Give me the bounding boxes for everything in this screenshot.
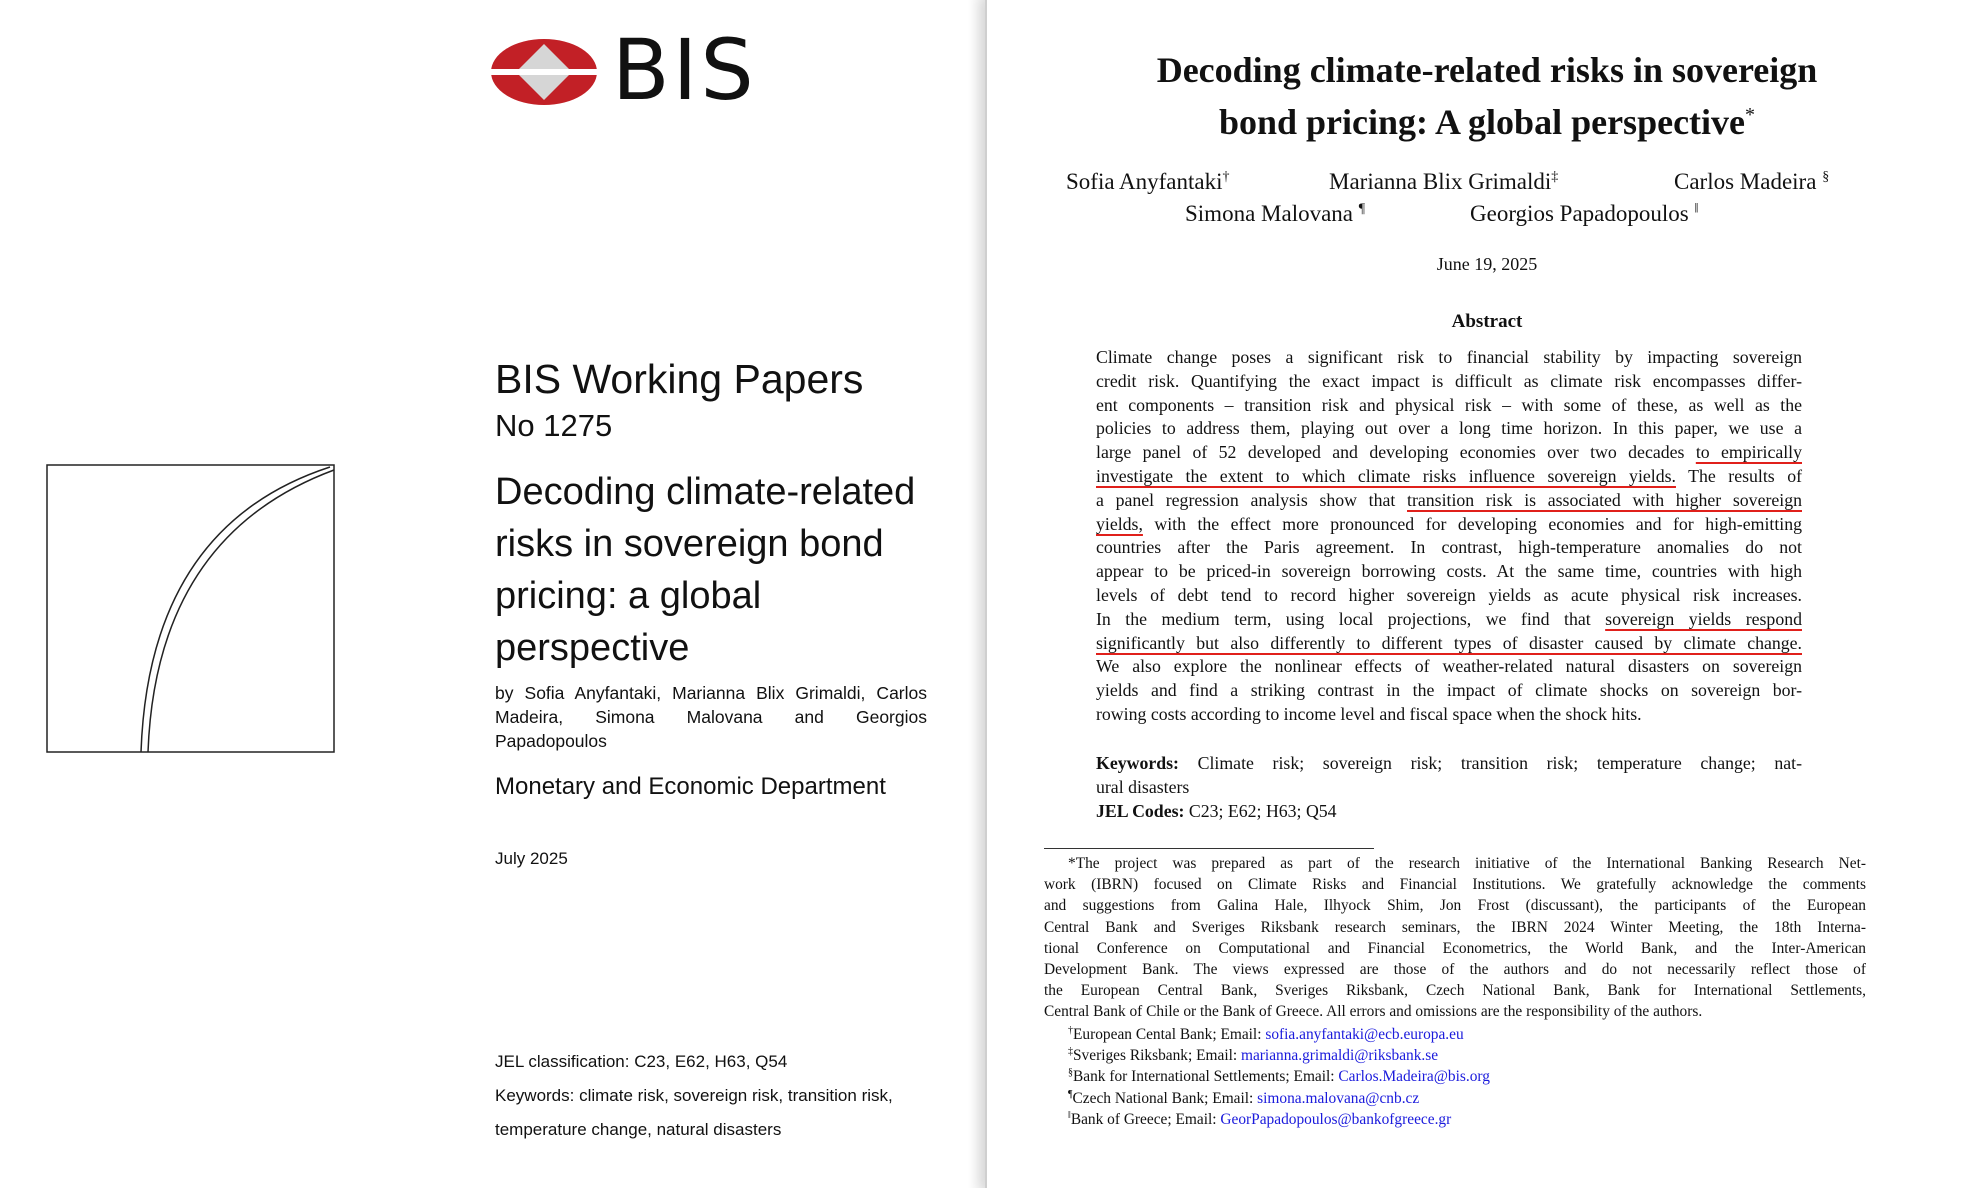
- affiliation-line: ¶Czech National Bank; Email: simona.malovana@cnb.cz: [1068, 1088, 1420, 1107]
- abstract-line: large panel of 52 developed and developing economies over two decades to empirically: [1096, 442, 1802, 463]
- abstract-line: yields, with the effect more pronounced for developing economies and for high-emitting: [1096, 513, 1802, 534]
- author-mark: ‖: [1694, 201, 1699, 217]
- cover-byline: by Sofia Anyfantaki, Marianna Blix Grimaldi, Carlos Madeira, Simona Malovana and Georgios Papadopoulos: [495, 683, 927, 751]
- paper-title: [987, 48, 1986, 145]
- author-name: Carlos Madeira: [1674, 169, 1823, 194]
- footnote-line: Development Bank. The views expressed are those of the authors and do not necessarily reflect those of: [1044, 961, 1866, 979]
- highlighted-text: sovereign yields respond: [1605, 608, 1802, 629]
- cover-title: Decoding climate-related risks in sovereign bond pricing: a global perspective: [495, 471, 916, 669]
- footnote-line: and suggestions from Galina Hale, Ilhyock Shim, Jon Frost (discussant), the participants of the European: [1044, 897, 1866, 915]
- affiliation-line: ‡Sveriges Riksbank; Email: marianna.grimaldi@riksbank.se: [1068, 1046, 1439, 1065]
- abstract-line: appear to be priced-in sovereign borrowing costs. At the same time, countries with high: [1096, 561, 1802, 582]
- paper-page: [985, 0, 1986, 1188]
- jel-codes-line: JEL Codes: C23; E62; H63; Q54: [1096, 801, 1337, 821]
- footnote-line: tional Conference on Computational and Financial Econometrics, the World Bank, and the Inter-American: [1044, 939, 1866, 957]
- abstract-line: yields and find a striking contrast in the impact of climate shocks on sovereign bor-: [1096, 680, 1802, 701]
- author: [1185, 201, 1365, 227]
- author-name: Sofia Anyfantaki: [1066, 169, 1223, 194]
- email-link[interactable]: GeorPapadopoulos@bankofgreece.gr: [1220, 1110, 1452, 1128]
- paper-title-text: bond pricing: A global perspective: [1218, 102, 1746, 142]
- series-name: BIS Working Papers: [495, 356, 864, 402]
- author-name: Simona Malovana: [1185, 201, 1359, 226]
- affiliation-line: †European Cental Bank; Email: sofia.anyfantaki@ecb.europa.eu: [1068, 1025, 1464, 1044]
- keywords-block: [1096, 751, 1802, 823]
- author-mark: §: [1822, 169, 1830, 185]
- highlighted-text: significantly but also differently to different types of disaster caused by climate change.: [1096, 632, 1802, 653]
- abstract-line: rowing costs according to income level and fiscal space when the shock hits.: [1096, 703, 1642, 724]
- author-name: Marianna Blix Grimaldi: [1329, 169, 1552, 194]
- abstract-line: investigate the extent to which climate risks influence sovereign yields. The results of: [1096, 465, 1803, 486]
- paper-title-line: [987, 93, 1986, 145]
- abstract-heading: Abstract: [1451, 311, 1523, 332]
- footnote-line: work (IBRN) focused on Climate Risks and Financial Institutions. We gratefully acknowledge the comments: [1044, 876, 1866, 894]
- author-affiliations: [1068, 1020, 1490, 1126]
- cover-jel-classification: JEL classification: C23, E62, H63, Q54: [495, 1052, 788, 1071]
- highlighted-text: investigate the extent to which climate risks influence sovereign yields.: [1096, 465, 1676, 486]
- abstract-line: credit risk. Quantifying the exact impact is difficult as climate risk encompasses differ-: [1096, 370, 1802, 391]
- email-link[interactable]: sofia.anyfantaki@ecb.europa.eu: [1265, 1026, 1464, 1044]
- jel-label: JEL Codes:: [1096, 801, 1185, 821]
- author: [1470, 201, 1698, 227]
- paper-number: No 1275: [495, 408, 613, 443]
- footnote-rule: [1044, 848, 1374, 849]
- email-link[interactable]: simona.malovana@cnb.cz: [1257, 1089, 1420, 1107]
- cover-keywords-line: Keywords: climate risk, sovereign risk, transition risk,: [495, 1086, 893, 1105]
- paper-title-line: Decoding climate-related risks in sovereign: [1156, 50, 1818, 90]
- bis-logo: [490, 21, 757, 119]
- department: Monetary and Economic Department: [495, 773, 886, 800]
- author-mark: ‡: [1551, 169, 1559, 185]
- cover-page: [0, 0, 985, 1188]
- abstract-line: levels of debt tend to record higher sovereign yields as acute physical risk increases.: [1096, 584, 1802, 605]
- footnote-line: Central Bank of Chile or the Bank of Greece. All errors and omissions are the responsibility of the authors.: [1044, 1003, 1703, 1021]
- email-link[interactable]: Carlos.Madeira@bis.org: [1338, 1068, 1490, 1086]
- abstract-line: Climate change poses a significant risk to financial stability by impacting sovereign: [1096, 347, 1802, 367]
- cover-arc-graphic: [46, 464, 336, 754]
- footnote-line: *The project was prepared as part of the research initiative of the International Banking Research Net-: [1068, 855, 1866, 872]
- footnote-line: Central Bank and Sveriges Riksbank research seminars, the IBRN 2024 Winter Meeting, the 18th Interna-: [1044, 918, 1866, 936]
- affiliation-line: ‖Bank of Greece; Email: GeorPapadopoulos@bankofgreece.gr: [1068, 1109, 1452, 1128]
- keywords-line: Keywords: Climate risk; sovereign risk; transition risk; temperature change; nat-: [1096, 753, 1802, 773]
- author: [1674, 169, 1829, 195]
- abstract-line: a panel regression analysis show that transition risk is associated with higher sovereign: [1096, 489, 1802, 510]
- bis-wordmark: BIS: [612, 21, 757, 119]
- author-mark: ¶: [1358, 201, 1366, 217]
- cover-date: July 2025: [495, 849, 568, 868]
- highlighted-text: yields,: [1096, 513, 1143, 534]
- author: [1066, 169, 1230, 195]
- author-mark: †: [1222, 169, 1230, 185]
- abstract-line: countries after the Paris agreement. In contrast, high-temperature anomalies do not: [1096, 537, 1802, 558]
- abstract-body: [1096, 346, 1802, 727]
- abstract-line: We also explore the nonlinear effects of weather-related natural disasters on sovereign: [1096, 656, 1802, 677]
- abstract-line: [1096, 632, 1802, 656]
- highlighted-text: to empirically: [1695, 442, 1802, 463]
- email-link[interactable]: marianna.grimaldi@riksbank.se: [1241, 1047, 1439, 1065]
- abstract-line: policies to address them, playing out over a long time horizon. In this paper, we use a: [1096, 418, 1802, 439]
- abstract-line: In the medium term, using local projections, we find that sovereign yields respond: [1096, 608, 1802, 629]
- footnote-line: the European Central Bank, Sveriges Riksbank, Czech National Bank, Bank for International Settlements,: [1044, 982, 1866, 1000]
- title-footnote-mark: *: [1745, 104, 1756, 126]
- author-name: Georgios Papadopoulos: [1470, 201, 1695, 226]
- affiliation-line: §Bank for International Settlements; Email: Carlos.Madeira@bis.org: [1068, 1067, 1490, 1086]
- highlighted-text: transition risk is associated with higher sovereign: [1407, 489, 1802, 510]
- keywords-line: ural disasters: [1096, 777, 1190, 797]
- paper-date: June 19, 2025: [1436, 254, 1538, 274]
- author: [1329, 169, 1558, 195]
- keywords-label: Keywords:: [1096, 753, 1179, 773]
- bis-emblem-icon: [490, 38, 598, 106]
- cover-keywords-line: temperature change, natural disasters: [495, 1120, 782, 1139]
- acknowledgement-footnote: [1044, 853, 1866, 1023]
- abstract-line: ent components – transition risk and physical risk – with some of these, as well as the: [1096, 394, 1802, 415]
